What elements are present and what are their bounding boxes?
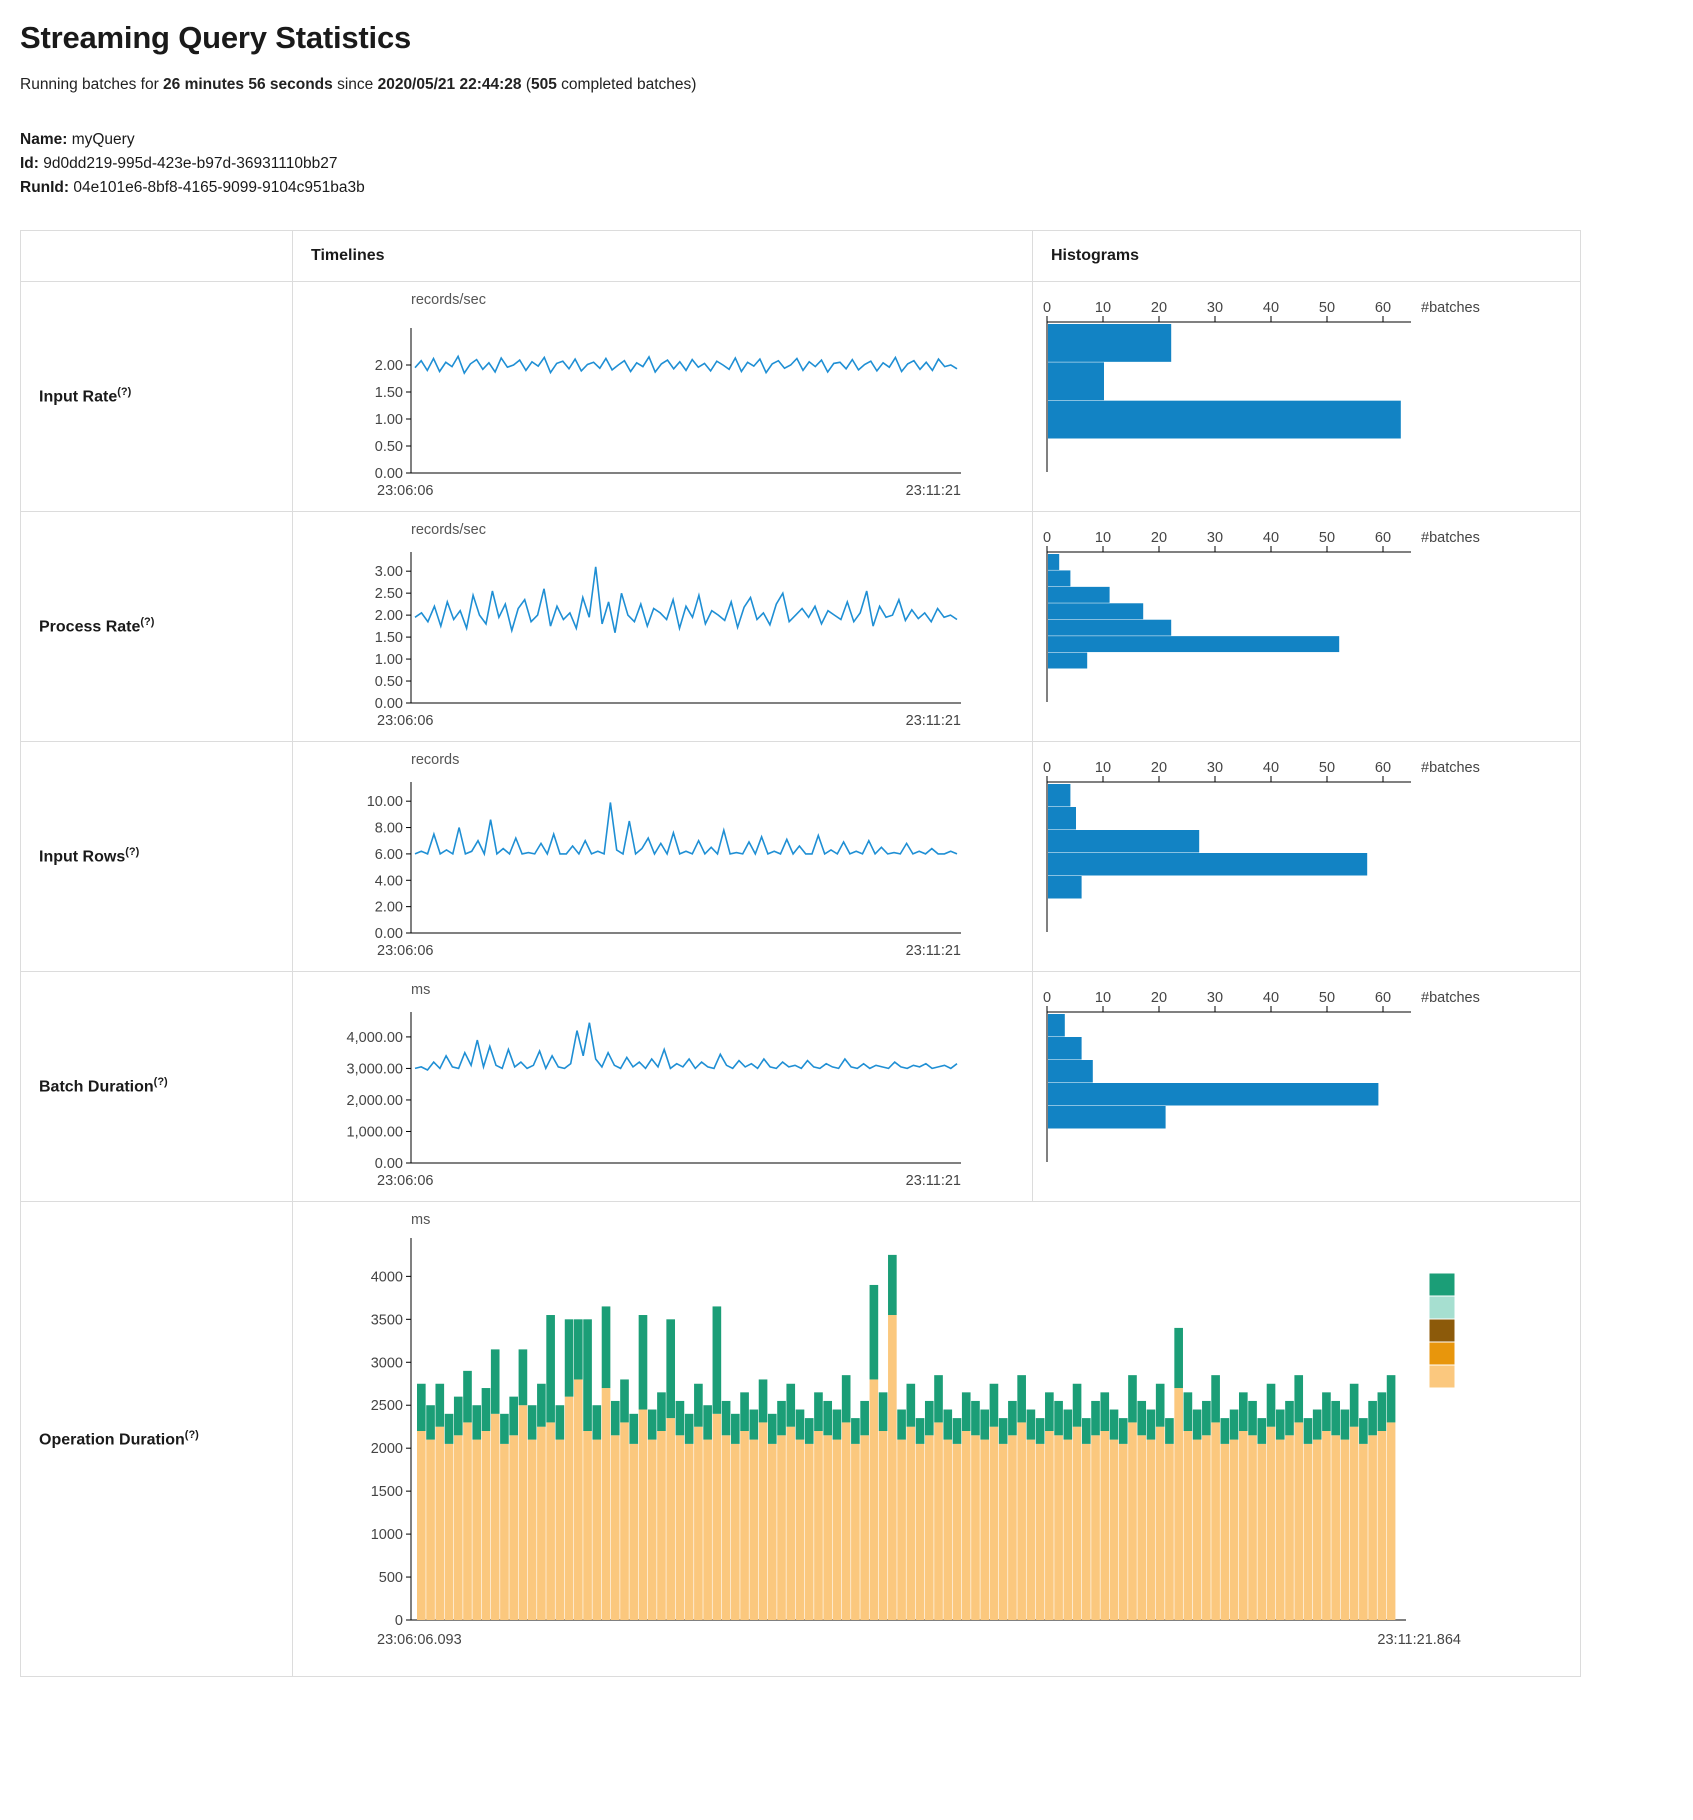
svg-text:3000: 3000 — [370, 1355, 403, 1372]
input-rate-timeline-chart — [301, 308, 1001, 503]
svg-text:60: 60 — [1374, 530, 1392, 547]
svg-text:40: 40 — [1262, 530, 1280, 547]
svg-text:20: 20 — [1150, 760, 1168, 777]
running-duration: 26 minutes 56 seconds — [163, 76, 333, 93]
svg-text:60: 60 — [1374, 990, 1392, 1007]
input-rows-unit: records — [411, 752, 460, 769]
svg-text:20: 20 — [1150, 300, 1168, 317]
batch-duration-hist-xlabel: #batches — [1421, 990, 1480, 1007]
batch-count: 505 — [530, 76, 557, 93]
help-icon[interactable]: (?) — [184, 1428, 199, 1441]
operation-duration-x-end: 23:11:21.864 — [1377, 1632, 1461, 1649]
svg-text:30: 30 — [1206, 760, 1224, 777]
svg-text:2.00: 2.00 — [374, 358, 403, 375]
process-rate-timeline-cell — [293, 512, 1032, 741]
svg-text:3500: 3500 — [370, 1312, 403, 1329]
operation-duration-unit: ms — [411, 1212, 431, 1229]
query-name-label: Name: — [20, 131, 68, 148]
svg-text:10: 10 — [1094, 990, 1112, 1007]
svg-text:2.50: 2.50 — [374, 586, 403, 603]
input-rate-unit: records/sec — [411, 292, 486, 309]
help-icon[interactable]: (?) — [125, 846, 140, 859]
input-rows-x-end: 23:11:21 — [905, 943, 961, 960]
since-timestamp: 2020/05/21 22:44:28 — [377, 76, 522, 93]
svg-text:500: 500 — [378, 1570, 403, 1587]
batch-duration-unit: ms — [411, 982, 431, 999]
svg-text:1500: 1500 — [370, 1484, 403, 1501]
table-row — [21, 512, 1581, 742]
svg-text:0.50: 0.50 — [374, 674, 403, 691]
row-label-text: Input Rows — [39, 848, 126, 866]
row-label-operation-duration — [21, 1429, 292, 1449]
batch-duration-histogram-cell — [1033, 980, 1580, 1193]
svg-text:2.00: 2.00 — [374, 899, 403, 916]
svg-text:60: 60 — [1374, 760, 1392, 777]
svg-text:1.50: 1.50 — [374, 630, 403, 647]
input-rows-timeline-cell — [293, 742, 1032, 971]
help-icon[interactable]: (?) — [140, 616, 155, 629]
process-rate-timeline-chart — [301, 538, 1001, 733]
input-rate-timeline-cell — [293, 282, 1032, 511]
process-rate-x-end: 23:11:21 — [905, 713, 961, 730]
svg-text:50: 50 — [1318, 760, 1336, 777]
input-rate-x-start: 23:06:06 — [377, 483, 434, 500]
row-label-text: Operation Duration — [39, 1431, 185, 1449]
svg-text:10.00: 10.00 — [366, 794, 403, 811]
svg-text:0.00: 0.00 — [374, 926, 403, 943]
svg-text:10: 10 — [1094, 530, 1112, 547]
input-rate-histogram-cell — [1033, 290, 1580, 503]
svg-text:40: 40 — [1262, 760, 1280, 777]
batch-duration-x-start: 23:06:06 — [377, 1173, 434, 1190]
statistics-table — [20, 230, 1581, 1677]
svg-text:2,000.00: 2,000.00 — [346, 1093, 403, 1110]
svg-text:10: 10 — [1094, 300, 1112, 317]
table-row — [21, 972, 1581, 1202]
query-id-label: Id: — [20, 155, 39, 173]
running-prefix: Running batches for — [20, 76, 164, 93]
svg-text:20: 20 — [1150, 530, 1168, 547]
row-label-text: Process Rate — [39, 618, 141, 636]
svg-text:40: 40 — [1262, 300, 1280, 317]
header-blank-cell — [21, 231, 293, 282]
table-header-row — [21, 231, 1581, 282]
svg-text:0.00: 0.00 — [374, 1156, 403, 1173]
svg-text:0: 0 — [1042, 990, 1052, 1007]
batch-duration-histogram-chart — [1041, 990, 1561, 1185]
svg-text:0.00: 0.00 — [374, 466, 403, 483]
svg-text:50: 50 — [1318, 300, 1336, 317]
process-rate-histogram-chart — [1041, 530, 1561, 725]
page-title: Streaming Query Statistics — [20, 20, 412, 55]
row-label-process-rate — [21, 616, 292, 636]
svg-text:2000: 2000 — [370, 1441, 403, 1458]
process-rate-x-start: 23:06:06 — [377, 713, 434, 730]
input-rate-hist-xlabel: #batches — [1421, 300, 1480, 317]
svg-text:30: 30 — [1206, 530, 1224, 547]
table-row — [21, 1202, 1581, 1677]
row-label-text: Batch Duration — [39, 1078, 154, 1096]
process-rate-histogram-cell — [1033, 520, 1580, 733]
svg-text:3.00: 3.00 — [374, 564, 403, 581]
help-icon[interactable]: (?) — [117, 386, 132, 399]
svg-text:2.00: 2.00 — [374, 608, 403, 625]
batches-suffix: completed batches) — [556, 76, 697, 93]
row-label-input-rows — [21, 846, 292, 866]
header-timelines: Timelines — [311, 247, 385, 265]
query-runid-row — [20, 176, 1673, 200]
svg-text:10: 10 — [1094, 760, 1112, 777]
input-rate-x-end: 23:11:21 — [905, 483, 961, 500]
svg-text:50: 50 — [1318, 990, 1336, 1007]
svg-text:2500: 2500 — [370, 1398, 403, 1415]
since-word: since — [332, 76, 378, 93]
svg-text:1.50: 1.50 — [374, 385, 403, 402]
operation-duration-chart — [301, 1228, 1556, 1668]
svg-text:60: 60 — [1374, 300, 1392, 317]
svg-text:30: 30 — [1206, 300, 1224, 317]
svg-text:0: 0 — [1042, 300, 1052, 317]
svg-text:1.00: 1.00 — [374, 652, 403, 669]
svg-text:1,000.00: 1,000.00 — [346, 1124, 403, 1141]
process-rate-unit: records/sec — [411, 522, 486, 539]
query-id-row — [20, 152, 1673, 176]
table-row — [21, 282, 1581, 512]
row-label-text: Input Rate — [39, 388, 118, 406]
query-runid-label: RunId: — [20, 179, 70, 197]
svg-text:4000: 4000 — [370, 1269, 403, 1286]
input-rows-hist-xlabel: #batches — [1421, 760, 1480, 777]
svg-text:0: 0 — [394, 1613, 403, 1630]
svg-text:30: 30 — [1206, 990, 1224, 1007]
svg-text:1.00: 1.00 — [374, 412, 403, 429]
table-row — [21, 742, 1581, 972]
svg-text:0: 0 — [1042, 760, 1052, 777]
batch-duration-x-end: 23:11:21 — [905, 1173, 961, 1190]
svg-text:40: 40 — [1262, 990, 1280, 1007]
batches-open-paren: ( — [521, 76, 531, 93]
input-rows-timeline-chart — [301, 768, 1001, 963]
input-rate-histogram-chart — [1041, 300, 1561, 495]
input-rows-histogram-chart — [1041, 760, 1561, 955]
query-id-value: 9d0dd219-995d-423e-b97d-36931110bb27 — [43, 155, 338, 173]
svg-text:1000: 1000 — [370, 1527, 403, 1544]
query-name-row — [20, 128, 1673, 152]
svg-text:0.50: 0.50 — [374, 439, 403, 456]
svg-text:50: 50 — [1318, 530, 1336, 547]
svg-text:4,000.00: 4,000.00 — [346, 1029, 403, 1046]
svg-text:0.00: 0.00 — [374, 696, 403, 713]
operation-duration-x-start: 23:06:06.093 — [377, 1632, 462, 1649]
query-metadata — [20, 128, 1673, 200]
process-rate-hist-xlabel: #batches — [1421, 530, 1480, 547]
row-label-batch-duration — [21, 1076, 292, 1096]
svg-text:0: 0 — [1042, 530, 1052, 547]
operation-duration-cell — [293, 1202, 1580, 1676]
running-summary — [20, 76, 1673, 94]
svg-text:6.00: 6.00 — [374, 846, 403, 863]
batch-duration-timeline-chart — [301, 998, 1001, 1193]
header-histograms: Histograms — [1051, 247, 1140, 265]
svg-text:3,000.00: 3,000.00 — [346, 1061, 403, 1078]
svg-text:20: 20 — [1150, 990, 1168, 1007]
svg-text:4.00: 4.00 — [374, 873, 403, 890]
query-runid-value: 04e101e6-8bf8-4165-9099-9104c951ba3b — [73, 179, 365, 197]
batch-duration-timeline-cell — [293, 972, 1032, 1201]
input-rows-histogram-cell — [1033, 750, 1580, 963]
help-icon[interactable]: (?) — [153, 1076, 168, 1089]
input-rows-x-start: 23:06:06 — [377, 943, 434, 960]
query-name-value: myQuery — [71, 131, 135, 148]
row-label-input-rate — [21, 386, 292, 406]
svg-text:8.00: 8.00 — [374, 820, 403, 837]
